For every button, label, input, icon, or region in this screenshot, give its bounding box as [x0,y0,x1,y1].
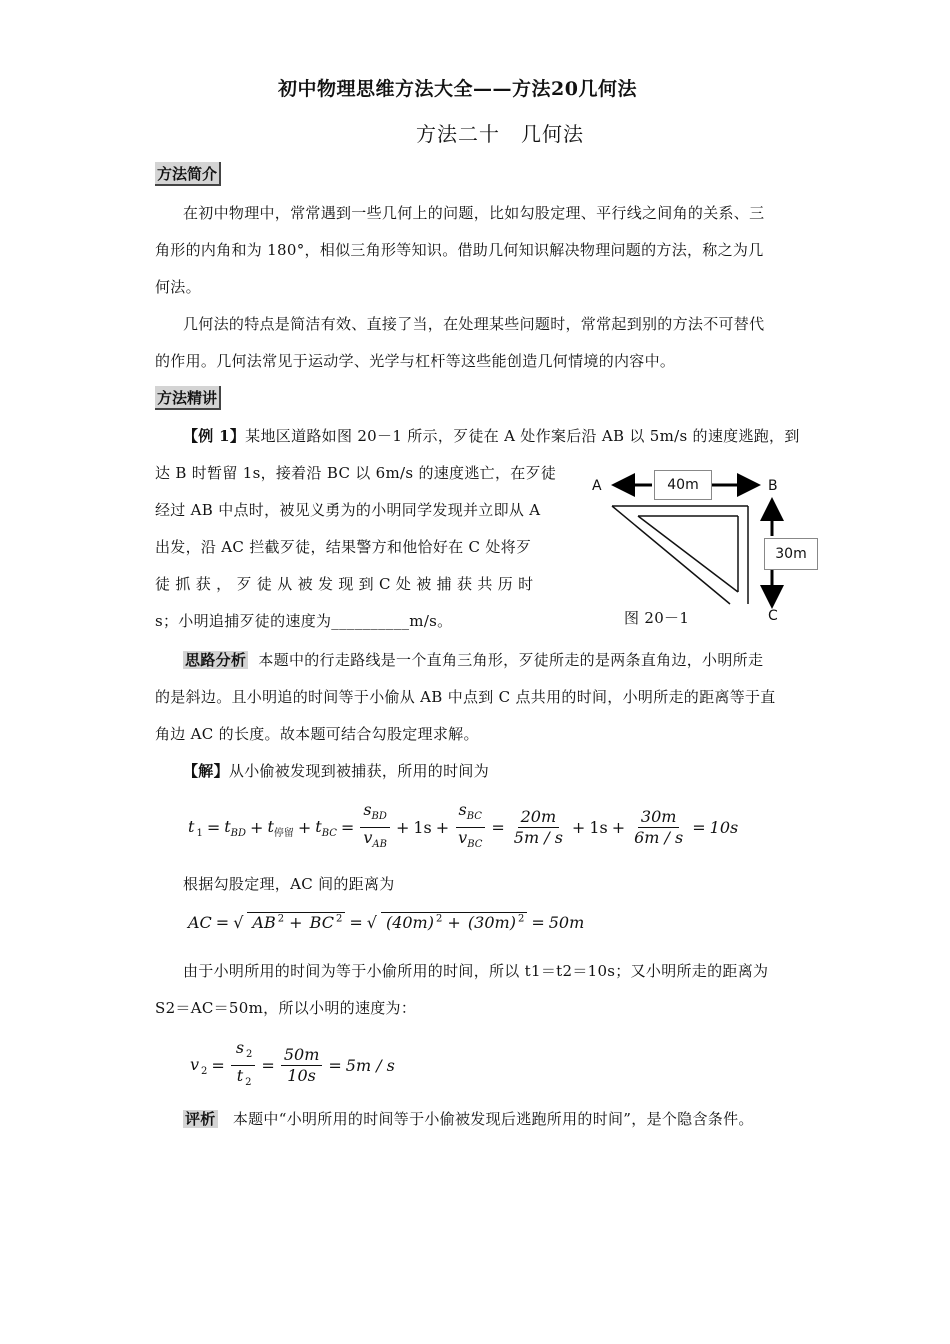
example-tag: 【例 1】 [183,427,246,445]
solution-line [183,760,489,781]
solution-line: 由于小明所用的时间为等于小偷所用的时间，所以 t1＝t2＝10s；又小明所走的距离为 [183,962,769,980]
solution-line: 根据勾股定理，AC 间的距离为 [183,875,395,893]
example-line: s；小明追捕歹徒的速度为__________m/s。 [155,612,453,630]
fraction: $\frac{20m}{5m / s}$ [513,807,563,848]
intro-paragraph-line: 几何法的特点是简洁有效、直接了当，在处理某些问题时，常常起到别的方法不可替代 [183,315,765,333]
intro-paragraph-line: 角形的内角和为 180°，相似三角形等知识。借助几何知识解决物理问题的方法，称之为几 [155,241,764,259]
solution-tag: 【解】 [183,762,229,780]
ab-length-label: 40m [654,470,712,500]
point-label-c: C [768,608,778,624]
intro-paragraph-line: 的作用。几何法常见于运动学、光学与杠杆等这些能创造几何情境的内容中。 [155,352,676,370]
document-subtitle: 方法二十 几何法 [416,122,584,146]
road-edge [638,516,738,592]
comment-line [183,1108,754,1129]
solution-text: 从小偷被发现到被捕获，所用的时间为 [228,762,490,780]
bc-length-label: 30m [764,538,818,570]
analysis-line: 角边 AC 的长度。故本题可结合勾股定理求解。 [155,725,479,743]
solution-line: S2＝AC＝50m，所以小明的速度为： [155,999,417,1017]
example-line: 达 B 时暂留 1s，接着沿 BC 以 6m/s 的速度逃亡，在歹徒 [155,464,557,482]
section-heading-intro: 方法简介 [155,162,221,186]
equation-speed: v $_2$ = $\frac{s _2}{t _2}$ = $\frac{50m}{10s}$ = 5m / s [186,1038,397,1093]
road-edge [612,506,730,604]
section-heading-method: 方法精讲 [155,386,221,410]
analysis-text: 本题中的行走路线是一个直角三角形，歹徒所走的是两条直角边，小明所走 [258,651,764,669]
analysis-line: 的是斜边。且小明追的时间等于小偷从 AB 中点到 C 点共用的时间，小明所走的距离等于直 [155,688,776,706]
point-label-b: B [768,478,778,494]
fraction: $\frac{s_{BD}}{v_{AB}}$ [358,800,392,855]
intro-paragraph-line: 何法。 [155,278,201,296]
analysis-line [183,649,763,670]
example-line [183,425,800,446]
example-line: 经过 AB 中点时，被见义勇为的小明同学发现并立即从 A [155,501,541,519]
comment-tag: 评析 [185,1110,216,1128]
fraction: $\frac{30m}{6m / s}$ [634,807,684,848]
fraction: $\frac{50m}{10s}$ [279,1045,325,1086]
point-label-a: A [592,478,602,494]
document-title: 初中物理思维方法大全——方法20几何法 [278,78,637,100]
example-line: 徒 抓 获 ， 歹 徒 从 被 发 现 到 C 处 被 捕 获 共 历 时 [155,575,534,593]
equation-time: t $_1$ = $t_{BD}$ + $t_{停留}$ + $t_{BC}$ = $\frac{s_{BD}}{v_{AB}}$ + 1s + $\frac{s_{BC}}{v_{BC}}$ = $\frac{20m}{5m / s}$ + 1s + $\frac{30m}{6m / s}$ = 10s [184,800,740,855]
equation-distance: AC = √ AB $^2$ + BC $^2$ = √ (40m) $^2$ + (30m) $^2$ = 50m [188,912,585,932]
fraction: $\frac{s _2}{t _2}$ [229,1038,258,1093]
figure-caption: 图 20－1 [624,609,690,627]
analysis-tag: 思路分析 [185,651,247,669]
fraction: $\frac{s_{BC}}{v_{BC}}$ [453,800,487,855]
example-line: 出发，沿 AC 拦截歹徒，结果警方和他恰好在 C 处将歹 [155,538,532,556]
example-text: 某地区道路如图 20－1 所示，歹徒在 A 处作案后沿 AB 以 5m/s 的速度逃跑，到 [245,427,800,445]
intro-paragraph-line: 在初中物理中，常常遇到一些几何上的问题，比如勾股定理、平行线之间角的关系、三 [183,204,765,222]
road-diagram [572,464,832,634]
comment-text: 本题中“小明所用的时间等于小偷被发现后逃跑所用的时间”，是个隐含条件。 [232,1110,754,1128]
